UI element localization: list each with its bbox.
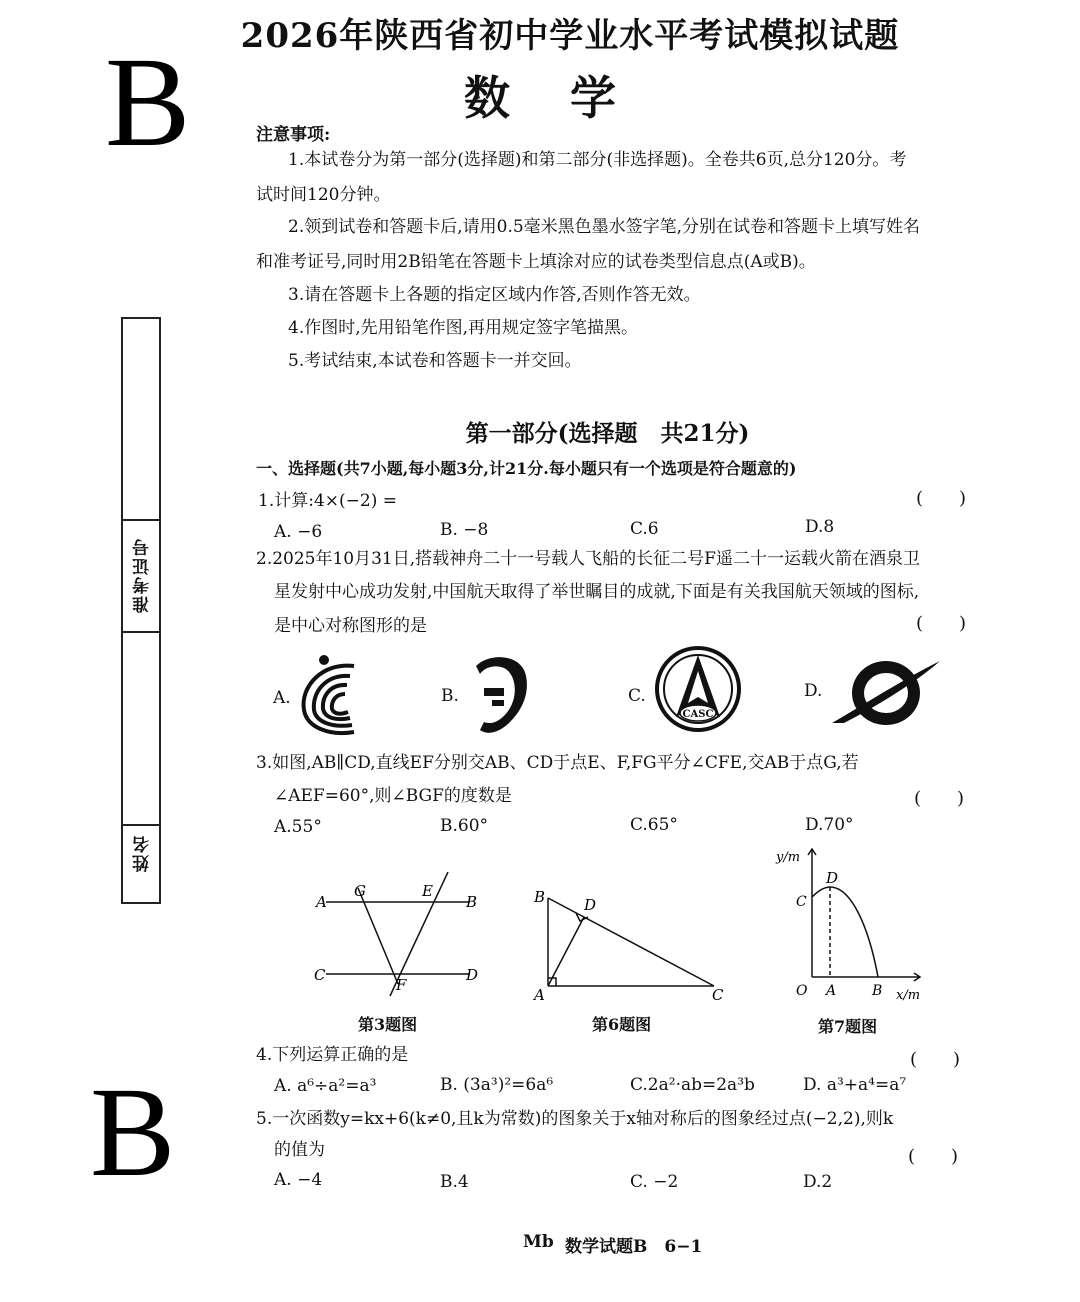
notice-line-2b: 和准考证号,同时用2B铅笔在答题卡上填涂对应的试卷类型信息点(A或B)。	[256, 252, 816, 272]
fig7-label-a: A	[826, 983, 837, 999]
box-divider	[123, 631, 159, 633]
q4-option-a: A. a⁶÷a²=a³	[274, 1076, 377, 1096]
fig3-label-c: C	[314, 966, 326, 984]
q5-stem-line-1: 5.一次函数y=kx+6(k≠0,且k为常数)的图象关于x轴对称后的图象经过点(−2,2),则k	[256, 1109, 894, 1129]
fig3-label-b: B	[466, 893, 478, 911]
q4-option-c: C.2a²·ab=2a³b	[630, 1075, 755, 1095]
fig7-label-d: D	[826, 869, 839, 887]
q5-answer-paren: ( )	[908, 1146, 959, 1167]
q2-stem-line-2: 星发射中心成功发射,中国航天取得了举世瞩目的成就,下面是有关我国航天领域的图标,	[274, 582, 920, 602]
q3-option-d: D.70°	[805, 815, 854, 835]
figure-7	[770, 843, 930, 1005]
casc-text: CASC	[682, 709, 714, 720]
fig6-label-d: D	[584, 896, 597, 914]
figure-6	[528, 884, 728, 1004]
space-logo-d-icon	[830, 655, 942, 731]
q2-answer-paren: ( )	[916, 613, 967, 634]
space-logo-a-icon	[292, 652, 372, 742]
version-mark-top: B	[105, 31, 191, 173]
fig3-label-g: G	[354, 882, 366, 900]
name-label: 姓名	[133, 834, 153, 872]
fig7-label-b: B	[872, 983, 883, 999]
fig3-label-d: D	[466, 966, 479, 984]
q5-option-c: C. −2	[630, 1172, 679, 1192]
part1-instruction: 一、选择题(共7小题,每小题3分,计21分.每小题只有一个选项是符合题意的)	[256, 459, 797, 478]
notice-line-5: 5.考试结束,本试卷和答题卡一并交回。	[288, 351, 582, 371]
space-logo-b-icon	[470, 652, 534, 740]
q1-option-d: D.8	[805, 517, 835, 537]
notice-line-1: 1.本试卷分为第一部分(选择题)和第二部分(非选择题)。全卷共6页,总分120分。考	[288, 150, 907, 170]
q1-stem: 1.计算:4×(−2) =	[258, 491, 397, 511]
fig7-caption: 第7题图	[818, 1017, 878, 1036]
footer-mark: Mb	[523, 1232, 554, 1252]
exam-id-label: 准考证号	[133, 537, 153, 613]
exam-title: 2026年陕西省初中学业水平考试模拟试题	[240, 16, 900, 56]
q1-option-c: C.6	[630, 519, 659, 539]
q3-option-b: B.60°	[440, 816, 489, 836]
subject-title: 数学	[464, 71, 676, 125]
fig3-label-f: F	[396, 976, 407, 994]
q2-stem-line-3: 是中心对称图形的是	[274, 616, 427, 636]
q1-answer-paren: ( )	[916, 488, 967, 509]
fig6-caption: 第6题图	[592, 1015, 652, 1034]
fig7-label-c: C	[796, 894, 807, 910]
fig7-label-o: O	[796, 983, 808, 999]
fig3-label-a: A	[316, 893, 327, 911]
figure-3	[308, 872, 488, 1002]
casc-logo-icon	[654, 645, 742, 733]
fig7-label-y: y/m	[776, 850, 801, 865]
candidate-info-box	[121, 317, 161, 904]
q2-stem-line-1: 2.2025年10月31日,搭载神舟二十一号载人飞船的长征二号F遥二十一运载火箭在酒泉卫	[256, 549, 920, 569]
q5-stem-line-2: 的值为	[274, 1140, 325, 1160]
notice-line-1b: 试时间120分钟。	[256, 185, 391, 205]
q2-option-b-letter: B.	[441, 686, 459, 706]
q1-option-a: A. −6	[274, 522, 323, 542]
part1-title: 第一部分(选择题 共21分)	[465, 420, 750, 447]
q3-option-c: C.65°	[630, 815, 678, 835]
version-mark-bottom: B	[90, 1061, 176, 1203]
fig3-label-e: E	[422, 882, 433, 900]
q2-option-c-letter: C.	[628, 686, 646, 706]
notice-line-3: 3.请在答题卡上各题的指定区域内作答,否则作答无效。	[288, 285, 701, 305]
q5-option-d: D.2	[803, 1172, 833, 1192]
q5-option-b: B.4	[440, 1172, 469, 1192]
q2-option-d-letter: D.	[804, 681, 823, 701]
q2-option-a-letter: A.	[273, 688, 291, 708]
q4-option-d: D. a³+a⁴=a⁷	[803, 1075, 907, 1095]
page-footer: 数学试题B 6−1	[565, 1237, 703, 1257]
fig6-label-b: B	[534, 888, 546, 906]
q5-option-a: A. −4	[274, 1170, 323, 1190]
q3-option-a: A.55°	[274, 817, 322, 837]
q1-option-b: B. −8	[440, 520, 489, 540]
notice-line-2: 2.领到试卷和答题卡后,请用0.5毫米黑色墨水签字笔,分别在试卷和答题卡上填写姓名	[288, 217, 921, 237]
q3-answer-paren: ( )	[914, 788, 965, 809]
q4-option-b: B. (3a³)²=6a⁶	[440, 1075, 554, 1095]
q4-stem: 4.下列运算正确的是	[256, 1045, 409, 1065]
fig7-label-x: x/m	[896, 988, 921, 1003]
fig6-label-c: C	[712, 986, 724, 1004]
notice-heading: 注意事项:	[256, 125, 331, 145]
notice-line-4: 4.作图时,先用铅笔作图,再用规定签字笔描黑。	[288, 318, 639, 338]
q3-stem-line-2: ∠AEF=60°,则∠BGF的度数是	[274, 786, 512, 806]
box-divider	[123, 519, 159, 521]
fig3-caption: 第3题图	[358, 1015, 418, 1034]
box-divider	[123, 824, 159, 826]
q4-answer-paren: ( )	[910, 1049, 961, 1070]
q3-stem-line-1: 3.如图,AB∥CD,直线EF分别交AB、CD于点E、F,FG平分∠CFE,交AB于点G,若	[256, 753, 859, 773]
fig6-label-a: A	[534, 986, 545, 1004]
